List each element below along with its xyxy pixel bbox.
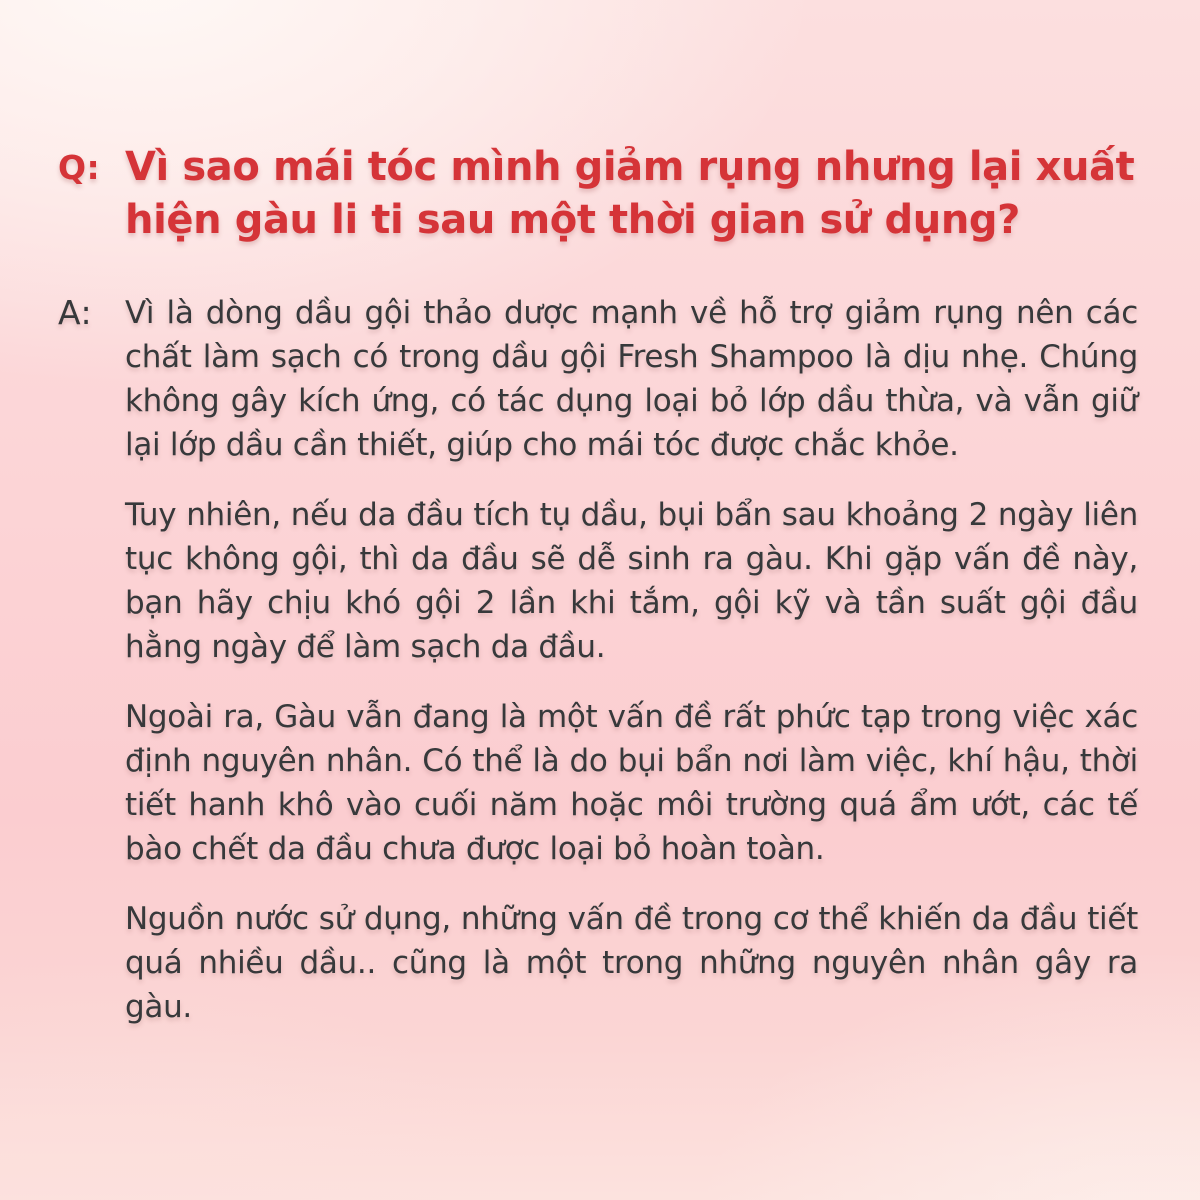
- answer-paragraph-4: Nguồn nước sử dụng, những vấn đề trong cơ thể khiến da đầu tiết quá nhiều dầu.. cũng là một trong những nguyên nhân gây ra gàu.: [125, 901, 1138, 1025]
- answer-label: A:: [58, 293, 93, 332]
- answer-paragraph-3: Ngoài ra, Gàu vẫn đang là một vấn đề rất phức tạp trong việc xác định nguyên nhân. Có thể là do bụi bẩn nơi làm việc, khí hậu, thời tiết hanh khô vào cuối năm hoặc môi trường quá ẩm ướt, các tế bào chết da đầu chưa được loại bỏ hoàn toàn.: [125, 699, 1138, 867]
- answer-block: [58, 291, 1138, 1029]
- answer-paragraph-1: Vì là dòng dầu gội thảo dược mạnh về hỗ trợ giảm rụng nên các chất làm sạch có trong dầu gội Fresh Shampoo là dịu nhẹ. Chúng không gây kích ứng, có tác dụng loại bỏ lớp dầu thừa, và vẫn giữ lại lớp dầu cần thiết, giúp cho mái tóc được chắc khỏe.: [125, 295, 1138, 463]
- question-block: [58, 141, 1138, 247]
- answer-paragraph-2: Tuy nhiên, nếu da đầu tích tụ dầu, bụi bẩn sau khoảng 2 ngày liên tục không gội, thì da đầu sẽ dễ sinh ra gàu. Khi gặp vấn đề này, bạn hãy chịu khó gội 2 lần khi tắm, gội kỹ và tần suất gội đầu hằng ngày để làm sạch da đầu.: [125, 497, 1138, 665]
- question-text: Vì sao mái tóc mình giảm rụng nhưng lại xuất hiện gàu li ti sau một thời gian sử dụng?: [125, 144, 1135, 243]
- answer-text: [125, 291, 1138, 1029]
- question-label: Q:: [58, 148, 101, 187]
